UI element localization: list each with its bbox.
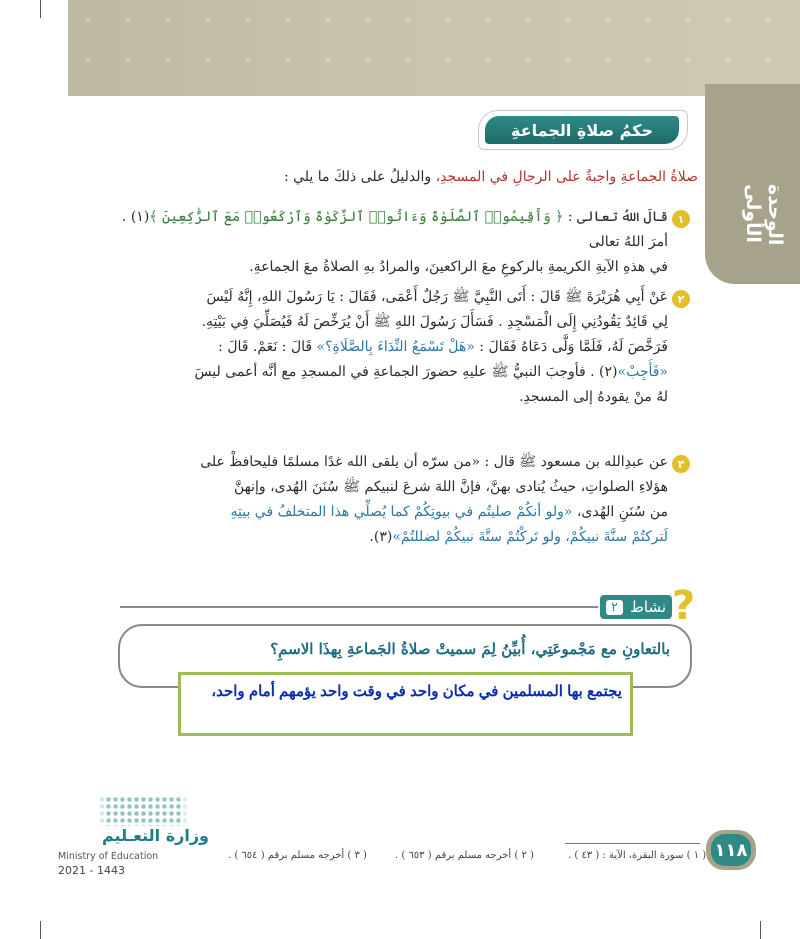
evidence-line [108, 360, 668, 385]
text-span: قَالَ : نَعَمْ. قَالَ : [218, 339, 317, 355]
intro-rest: والدليلُ على ذلكَ ما يلي : [283, 169, 436, 185]
edition-year: 2021 - 1443 [58, 864, 125, 877]
section-title: حكمُ صلاةِ الجماعةِ [485, 116, 679, 144]
unit-side-tab [705, 84, 800, 284]
evidence-line: هؤلاءِ الصلواتِ، حيثُ يُنادى بهنَّ، فإنَّ اللهَ شرعَ لنبيكم ﷺ سُنَنَ الهُدى، وإنهنَّ [233, 479, 668, 495]
text-span: فَرَخَّصَ لَهُ، فَلَمَّا وَلَّى دَعَاهُ فَقَالَ : [474, 339, 668, 355]
ministry-name-english: Ministry of Education [58, 851, 159, 862]
evidence-line: لِي قَائِدٌ يَقُودُنِي إِلَى الْمَسْجِدِ . فَسَأَلَ رَسُولَ اللهِ ﷺ أَنْ يُرَخِّصَ لَهُ فَيُصَلِّيَ فِي بَيْتِهِ. [201, 314, 668, 330]
intro-statement: صلاةُ الجماعةِ واجبةٌ على الرجالِ في المسجدِ، [435, 169, 698, 185]
footnote-divider [565, 843, 700, 844]
evidence-item-2 [108, 285, 668, 410]
footnote: ( ١ ) سورة البقرة، الآية : ( ٤٣ ) . [568, 850, 707, 861]
activity-divider [120, 606, 598, 608]
crop-mark [760, 921, 761, 939]
activity-answer-field[interactable]: يجتمع بها المسلمين في مكان واحد في وقت واحد يؤمهم أمام واحد، [178, 672, 633, 736]
text-span: (٣). [369, 529, 393, 545]
ministry-logo-icon [98, 796, 188, 826]
header-banner [68, 0, 800, 96]
question-mark-icon: ? [672, 583, 696, 629]
activity-question: بالتعاونِ مع مَجْموعَتِي، أُبيِّنُ لِمَ سميتْ صلاةُ الجَماعةِ بِهذَا الاسمِ؟ [270, 640, 670, 658]
hadith-quote: «هَلْ تَسْمَعُ النِّدَاءَ بِالصَّلَاةِ؟» [316, 339, 475, 355]
activity-label [600, 595, 672, 619]
item-number-badge: ٢ [672, 290, 690, 308]
hadith-quote: لَتركتُمْ سنَّةَ نبيكُمْ، ولو تَركْتُمْ سنَّةَ نبيكُمْ لضللتُمْ» [392, 529, 668, 545]
footnote: ( ٢ ) أخرجه مسلم برقم ( ٦٥٣ ) . [395, 850, 534, 861]
item-number-badge: ٣ [672, 455, 690, 473]
evidence-line [108, 205, 668, 255]
banner-pattern [68, 0, 800, 96]
section-title-frame [478, 110, 688, 150]
intro-paragraph [98, 165, 698, 190]
item-number-badge: ١ [672, 210, 690, 228]
evidence-item-1 [108, 205, 668, 280]
evidence-line [108, 525, 668, 550]
text-span: (١) . أمرَ اللهُ تعالى [121, 209, 668, 250]
evidence-item-3 [108, 450, 668, 550]
quran-verse: ﴿ وَأَقِيمُوا۟ ٱلصَّلَوٰةَ وَءَاتُوا۟ ٱلزَّكَوٰةَ وَٱرْكَعُوا۟ مَعَ ٱلرَّٰكِعِينَ ﴾ [149, 209, 564, 225]
activity-label-text: نشاط [630, 598, 666, 616]
ministry-name-arabic: وزارة التعـليم [102, 826, 209, 845]
evidence-line [108, 335, 668, 360]
text-span: (٢) . فأوجبَ النبيُّ ﷺ عليهِ حضورَ الجماعةِ في المسجدِ مع أنَّه أعمى ليسَ [194, 364, 618, 380]
page-number: ١١٨ [711, 834, 751, 866]
text-span: قالَ اللهُ تعالى : [563, 209, 668, 225]
text-span: من سُنَنِ الهُدى، [572, 504, 668, 520]
unit-tab-label: الوحدة الأولى [742, 184, 786, 246]
activity-number: ٢ [606, 600, 623, 615]
evidence-line: عَنْ أَبِي هُرَيْرَةَ ﷺ قَالَ : أَتَى النَّبِيَّ ﷺ رَجُلٌ أَعْمَى، فَقَالَ : يَا رَسُولَ اللهِ، إِنَّهُ لَيْسَ [206, 289, 668, 305]
evidence-line: عن عبدِالله بن مسعود ﷺ قال : «من سرّه أن يلقى الله غدًا مسلمًا فليحافظْ على [200, 454, 668, 470]
hadith-quote: «ولو أنكُمْ صليتُم في بيوتِكُمْ كما يُصلِّي هذا المتخلفُ في بيتِهِ [230, 504, 573, 520]
footnote: ( ٣ ) أخرجه مسلم برقم ( ٦٥٤ ) . [228, 850, 367, 861]
page-number-badge [706, 830, 756, 870]
hadith-quote: «فَأَجِبْ» [617, 364, 668, 380]
evidence-line: في هذهِ الآيةِ الكريمةِ بالركوعِ معَ الراكعينَ، والمرادُ بهِ الصلاةُ معَ الجماعةِ. [249, 259, 668, 275]
crop-mark [40, 0, 41, 18]
evidence-line: لهُ منْ يقودهُ إلى المسجدِ. [519, 389, 668, 405]
evidence-line [108, 500, 668, 525]
crop-mark [40, 921, 41, 939]
